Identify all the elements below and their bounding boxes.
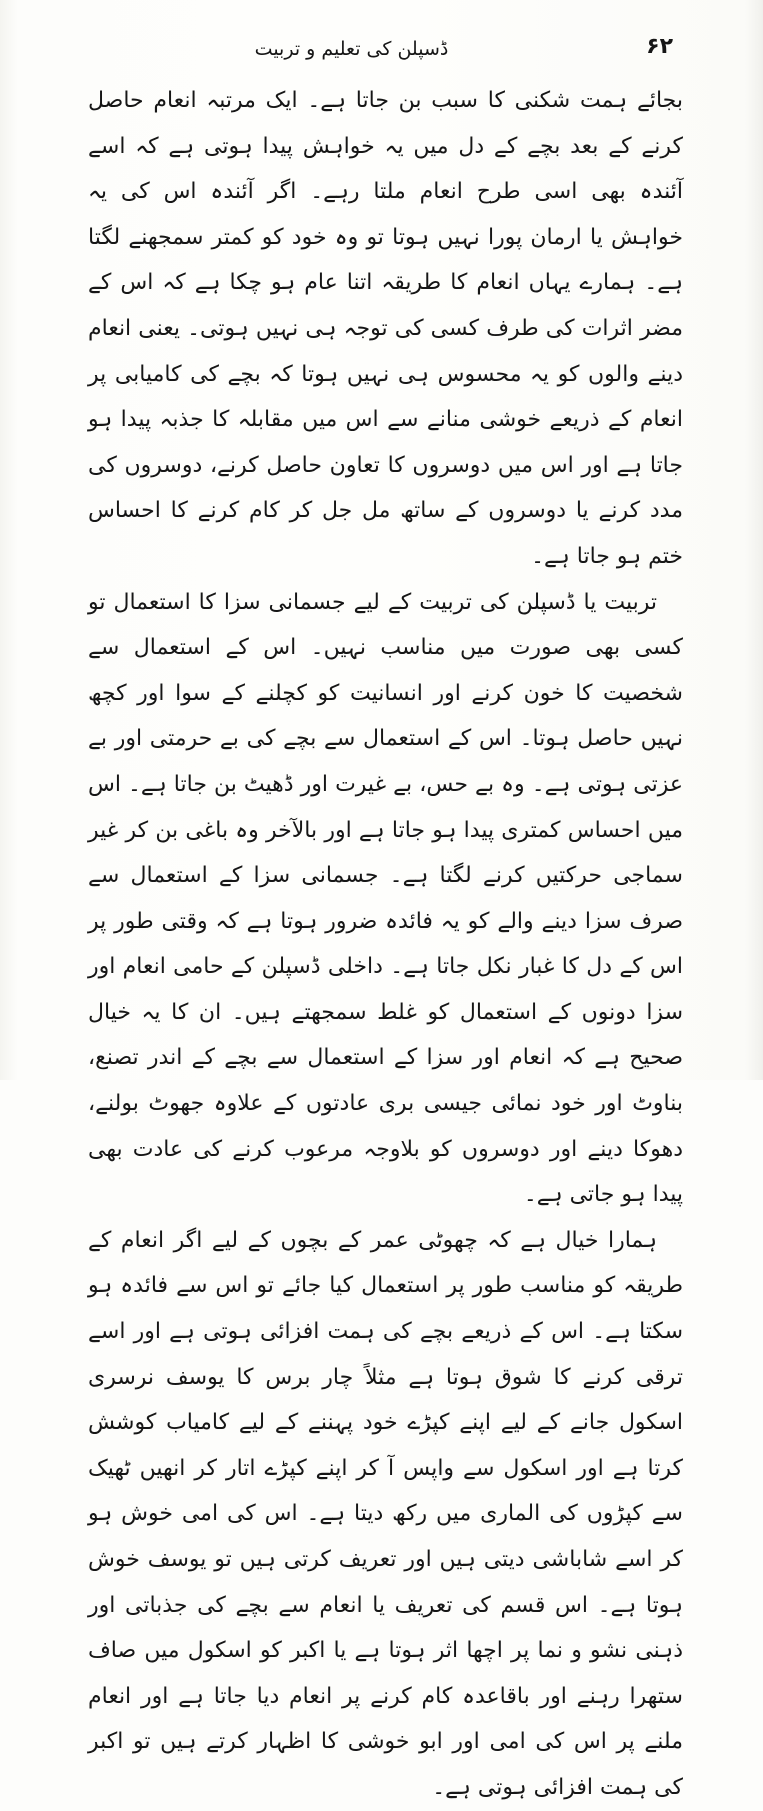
- page-number: ۶۲: [646, 34, 673, 59]
- paragraph-3: ہمارا خیال ہے کہ چھوٹی عمر کے بچوں کے لیے اگر انعام کے طریقہ کو مناسب طور پر استعمال کیا جائے تو اس سے فائدہ ہو سکتا ہے۔ اس کے ذریعے بچے کی ہمت افزائی ہوتی ہے اور اسے ترقی کرنے کا شوق ہوتا ہے مثلاً چار برس کا یوسف نرسری اسکول جانے کے لیے اپنے کپڑے خود پہننے کے لیے کامیاب کوشش کرتا ہے اور اسکول سے واپس آ کر اپنے کپڑے اتار کر انھیں ٹھیک سے کپڑوں کی الماری میں رکھ دیتا ہے۔ اس کی امی خوش ہو کر اسے شاباشی دیتی ہیں اور تعریف کرتی ہیں تو یوسف خوش ہوتا ہے۔ اس قسم کی تعریف یا انعام سے بچے کی جذباتی اور ذہنی نشو و نما پر اچھا اثر ہوتا ہے یا اکبر کو اسکول میں صاف ستھرا رہنے اور باقاعدہ کام کرنے پر انعام دیا جاتا ہے اور انعام ملنے پر اس کی امی اور ابو خوشی کا اظہار کرتے ہیں تو اکبر کی ہمت افزائی ہوتی ہے۔: [88, 1227, 683, 1800]
- running-title: ڈسپلن کی تعلیم و تربیت: [254, 38, 449, 60]
- page-header: [90, 34, 673, 68]
- body-text: [88, 78, 683, 1811]
- paragraph-2: تربیت یا ڈسپلن کی تربیت کے لیے جسمانی سزا کا استعمال تو کسی بھی صورت میں مناسب نہیں۔ اس کے استعمال سے شخصیت کا خون کرنے اور انسانیت کو کچلنے کے سوا اور کچھ نہیں حاصل ہوتا۔ اس کے استعمال سے بچے کی بے حرمتی اور بے عزتی ہوتی ہے۔ وہ بے حس، بے غیرت اور ڈھیٹ بن جاتا ہے۔ اس میں احساس کمتری پیدا ہو جاتا ہے اور بالآخر وہ باغی بن کر غیر سماجی حرکتیں کرنے لگتا ہے۔ جسمانی سزا کے استعمال سے صرف سزا دینے والے کو یہ فائدہ ضرور ہوتا ہے کہ وقتی طور پر اس کے دل کا غبار نکل جاتا ہے۔ داخلی ڈسپلن کے حامی انعام اور سزا دونوں کے استعمال کو غلط سمجھتے ہیں۔ ان کا یہ خیال صحیح ہے کہ انعام اور سزا کے استعمال سے بچے کے اندر تصنع، بناوٹ اور خود نمائی جیسی بری عادتوں کے علاوہ جھوٹ بولنے، دھوکا دینے اور دوسروں کو بلاوجہ مرعوب کرنے کی عادت بھی پیدا ہو جاتی ہے۔: [88, 589, 683, 1208]
- paragraph-1: بجائے ہمت شکنی کا سبب بن جاتا ہے۔ ایک مرتبہ انعام حاصل کرنے کے بعد بچے کے دل میں یہ خواہش پیدا ہوتی ہے کہ اسے آئندہ بھی اسی طرح انعام ملتا رہے۔ اگر آئندہ اس کی یہ خواہش یا ارمان پورا نہیں ہوتا تو وہ خود کو کمتر سمجھنے لگتا ہے۔ ہمارے یہاں انعام کا طریقہ اتنا عام ہو چکا ہے کہ اس کے مضر اثرات کی طرف کسی کی توجہ ہی نہیں ہوتی۔ یعنی انعام دینے والوں کو یہ محسوس ہی نہیں ہوتا کہ بچے کی کامیابی پر انعام کے ذریعے خوشی منانے سے اس میں مقابلہ کا جذبہ پیدا ہو جاتا ہے اور اس میں دوسروں کا تعاون حاصل کرنے، دوسروں کی مدد کرنے یا دوسروں کے ساتھ مل جل کر کام کرنے کا احساس ختم ہو جاتا ہے۔: [88, 88, 683, 569]
